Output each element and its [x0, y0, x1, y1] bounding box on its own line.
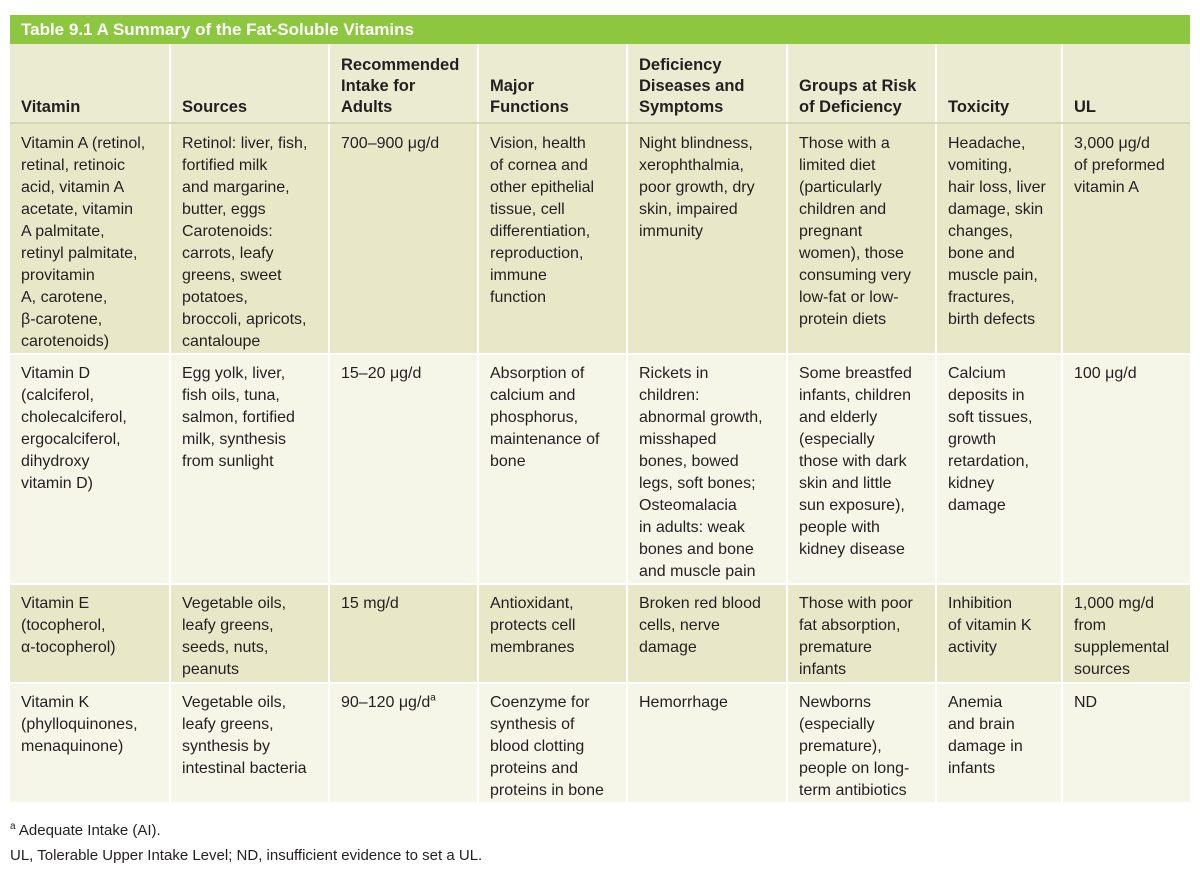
cell-intake: 90–120 $\mu g/d^a$ [329, 683, 478, 803]
cell-sources: Egg yolk, liver, fish oils, tuna, salmon, fortified milk, synthesis from sunlight [170, 354, 329, 584]
header-intake: Recommended Intake for Adults [329, 44, 478, 123]
footnote-marker: a [430, 692, 436, 704]
cell-groups: Those with a limited diet (particularly children and pregnant women), those consuming very low-fat or low- protein diets [787, 123, 936, 354]
cell-toxicity: Headache, vomiting, hair loss, liver damage, skin changes, bone and muscle pain, fractures, birth defects [936, 123, 1062, 354]
cell-deficiency: Hemorrhage [627, 683, 787, 803]
footnote-ul-definition: UL, Tolerable Upper Intake Level; ND, insufficient evidence to set a UL. [10, 847, 483, 864]
header-toxicity: Toxicity [936, 44, 1062, 123]
cell-sources: Retinol: liver, fish, fortified milk and margarine, butter, eggs Carotenoids: carrots, leafy greens, sweet potatoes, broccoli, apricots, cantaloupe [170, 123, 329, 354]
table-title: Table 9.1 A Summary of the Fat-Soluble Vitamins [10, 15, 1190, 44]
header-groups: Groups at Risk of Deficiency [787, 44, 936, 123]
table-row-vitamin-k [10, 683, 1190, 803]
cell-deficiency: Night blindness, xerophthalmia, poor growth, dry skin, impaired immunity [627, 123, 787, 354]
cell-ul: 3,000 μg/d of preformed vitamin A [1062, 123, 1190, 354]
cell-toxicity: Calcium deposits in soft tissues, growth retardation, kidney damage [936, 354, 1062, 584]
cell-vitamin: Vitamin K (phylloquinones, menaquinone) [10, 683, 170, 803]
cell-vitamin: Vitamin D (calciferol, cholecalciferol, ergocalciferol, dihydroxy vitamin D) [10, 354, 170, 584]
header-sources: Sources [170, 44, 329, 123]
table-row-vitamin-a [10, 123, 1190, 354]
header-row [10, 44, 1190, 123]
cell-ul: 1,000 mg/d from supplemental sources [1062, 584, 1190, 683]
header-vitamin: Vitamin [10, 44, 170, 123]
cell-sources: Vegetable oils, leafy greens, synthesis by intestinal bacteria [170, 683, 329, 803]
cell-groups: Newborns (especially premature), people on long- term antibiotics [787, 683, 936, 803]
cell-deficiency: Broken red blood cells, nerve damage [627, 584, 787, 683]
cell-intake: 700–900 μg/d [329, 123, 478, 354]
cell-sources: Vegetable oils, leafy greens, seeds, nuts, peanuts [170, 584, 329, 683]
cell-intake: 15 mg/d [329, 584, 478, 683]
cell-vitamin: Vitamin E (tocopherol, α-tocopherol) [10, 584, 170, 683]
table-row-vitamin-e [10, 584, 1190, 683]
cell-groups: Some breastfed infants, children and elderly (especially those with dark skin and little sun exposure), people with kidney disease [787, 354, 936, 584]
table-footnotes [10, 818, 482, 868]
cell-toxicity: Anemia and brain damage in infants [936, 683, 1062, 803]
header-deficiency: Deficiency Diseases and Symptoms [627, 44, 787, 123]
cell-intake: 15–20 μg/d [329, 354, 478, 584]
fat-soluble-vitamins-table [10, 44, 1190, 804]
cell-ul: 100 μg/d [1062, 354, 1190, 584]
cell-groups: Those with poor fat absorption, premature infants [787, 584, 936, 683]
cell-toxicity: Inhibition of vitamin K activity [936, 584, 1062, 683]
cell-functions: Absorption of calcium and phosphorus, maintenance of bone [478, 354, 627, 584]
header-ul: UL [1062, 44, 1190, 123]
cell-functions: Coenzyme for synthesis of blood clotting proteins and proteins in bone [478, 683, 627, 803]
cell-ul: ND [1062, 683, 1190, 803]
table-row-vitamin-d [10, 354, 1190, 584]
header-functions: Major Functions [478, 44, 627, 123]
cell-functions: Vision, health of cornea and other epithelial tissue, cell differentiation, reproduction, immune function [478, 123, 627, 354]
cell-vitamin: Vitamin A (retinol, retinal, retinoic acid, vitamin A acetate, vitamin A palmitate, retinyl palmitate, provitamin A, carotene, β-carotene, carotenoids) [10, 123, 170, 354]
cell-deficiency: Rickets in children: abnormal growth, misshaped bones, bowed legs, soft bones; Osteomalacia in adults: weak bones and bone and muscle pain [627, 354, 787, 584]
footnote-adequate-intake: $^a$ Adequate Intake (AI). [10, 821, 161, 839]
cell-functions: Antioxidant, protects cell membranes [478, 584, 627, 683]
